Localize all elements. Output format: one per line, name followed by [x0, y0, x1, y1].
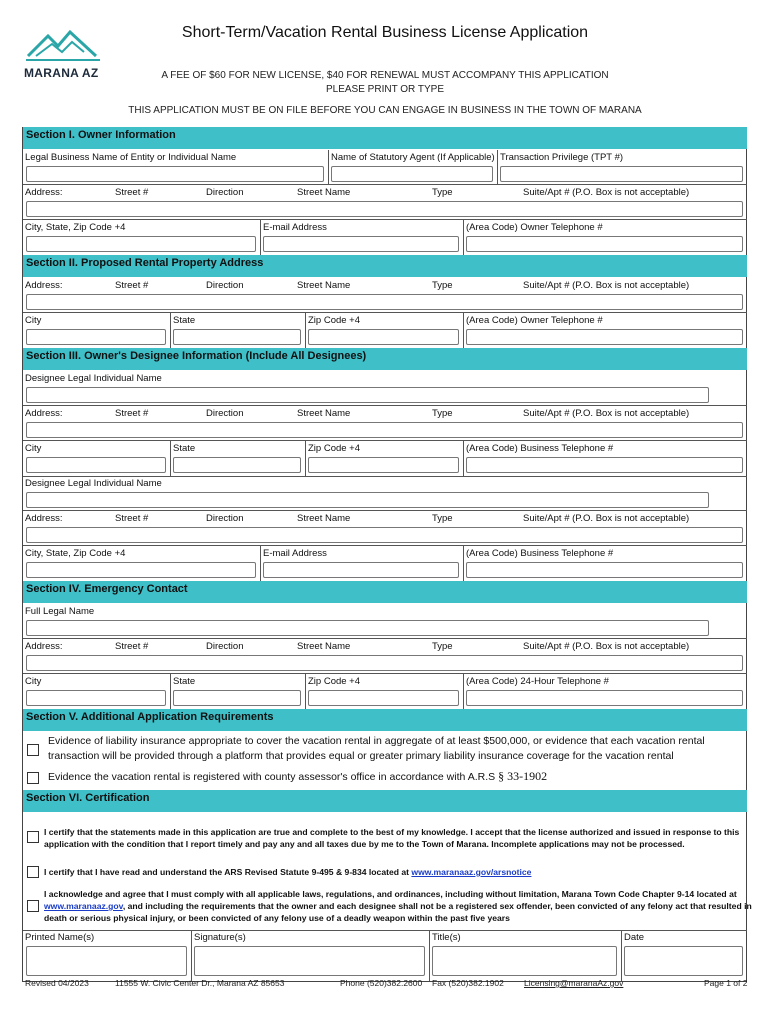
divider: [23, 184, 747, 185]
titles-field[interactable]: [432, 946, 617, 976]
property-state-field[interactable]: [173, 329, 301, 345]
designee2-email-field[interactable]: [263, 562, 459, 578]
type-label: Type: [432, 641, 453, 652]
ars-notice-checkbox[interactable]: [27, 866, 39, 878]
street-name-label: Street Name: [297, 280, 351, 291]
section-5-header: Section V. Additional Application Requirements: [23, 709, 747, 731]
agent-label: Name of Statutory Agent (If Applicable): [331, 152, 495, 163]
business-phone-label: (Area Code) Business Telephone #: [466, 443, 614, 454]
divider: [23, 673, 747, 674]
state-label: State: [173, 676, 196, 687]
owner-city-field[interactable]: [26, 236, 256, 252]
zip-label: Zip Code +4: [308, 443, 361, 454]
divider: [191, 930, 192, 981]
street-no-label: Street #: [115, 641, 149, 652]
printed-name-field[interactable]: [26, 946, 187, 976]
divider: [23, 405, 747, 406]
direction-label: Direction: [206, 513, 244, 524]
ars-notice-text: [44, 866, 531, 878]
ars-notice-link[interactable]: www.maranaaz.gov/arsnotice: [411, 867, 532, 877]
city-label: City: [25, 315, 42, 326]
divider: [621, 930, 622, 981]
owner-address-field[interactable]: [26, 201, 743, 217]
divider: [305, 440, 306, 476]
insurance-text-line1: Evidence of liability insurance appropriate to cover the vacation rental in aggregate of at least $500,000, or evidence that each vacation rental: [48, 735, 705, 747]
divider: [23, 312, 747, 313]
acknowledge-checkbox[interactable]: [27, 900, 39, 912]
divider: [463, 219, 464, 255]
divider: [170, 440, 171, 476]
form-title: Short-Term/Vacation Rental Business License Application: [181, 24, 589, 41]
statute-reference: § 33-1902: [495, 769, 548, 783]
street-no-label: Street #: [115, 280, 149, 291]
business-phone-label: (Area Code) Business Telephone #: [466, 548, 614, 559]
suite-label: Suite/Apt # (P.O. Box is not acceptable): [523, 408, 690, 419]
signature-label: Signature(s): [194, 932, 246, 943]
cert1-line2: application with the condition that I report timely and pay any and all taxes due by me to the Town of Marana. Incomplete applications may not be processed.: [44, 839, 685, 849]
emergency-zip-field[interactable]: [308, 690, 459, 706]
divider: [497, 150, 498, 184]
property-address-field[interactable]: [26, 294, 743, 310]
insurance-text-line2: transaction will be provided through a platform that provides equal or greater primary liability insurance coverage for the vacation rental: [48, 750, 674, 762]
certify-statements-text: [44, 826, 739, 850]
state-label: State: [173, 315, 196, 326]
address-label: Address:: [25, 187, 63, 198]
direction-label: Direction: [206, 280, 244, 291]
page-number: Page 1 of 2: [704, 978, 748, 988]
divider: [305, 312, 306, 348]
date-field[interactable]: [624, 946, 743, 976]
divider: [170, 673, 171, 709]
owner-phone-field[interactable]: [466, 236, 743, 252]
suite-label: Suite/Apt # (P.O. Box is not acceptable): [523, 513, 690, 524]
divider: [23, 510, 747, 511]
designee1-name-field[interactable]: [26, 387, 709, 403]
street-name-label: Street Name: [297, 513, 351, 524]
legal-name-field[interactable]: [26, 166, 324, 182]
cert2-text: I certify that I have read and understand the ARS Revised Statute 9-495 & 9-834 located at: [44, 867, 412, 877]
section-1-header: Section I. Owner Information: [23, 127, 747, 149]
designee1-state-field[interactable]: [173, 457, 301, 473]
section-4-header: Section IV. Emergency Contact: [23, 581, 747, 603]
designee2-phone-field[interactable]: [466, 562, 743, 578]
street-no-label: Street #: [115, 408, 149, 419]
designee-name-label: Designee Legal Individual Name: [25, 373, 162, 384]
divider: [23, 930, 747, 931]
address-label: Address:: [25, 280, 63, 291]
property-phone-field[interactable]: [466, 329, 743, 345]
print-notice: PLEASE PRINT OR TYPE: [325, 84, 444, 95]
certify-statements-checkbox[interactable]: [27, 831, 39, 843]
acknowledge-text: [44, 888, 752, 924]
mountain-logo-icon: [22, 22, 106, 66]
emergency-address-field[interactable]: [26, 655, 743, 671]
designee1-phone-field[interactable]: [466, 457, 743, 473]
section-6-header: Section VI. Certification: [23, 790, 747, 812]
suite-label: Suite/Apt # (P.O. Box is not acceptable): [523, 187, 690, 198]
town-code-link[interactable]: www.maranaaz.gov: [44, 901, 123, 911]
licensing-email-link[interactable]: Licensing@maranaAz.gov: [524, 978, 624, 988]
divider: [463, 673, 464, 709]
designee2-address-field[interactable]: [26, 527, 743, 543]
printed-name-label: Printed Name(s): [25, 932, 95, 943]
divider: [305, 673, 306, 709]
emergency-city-field[interactable]: [26, 690, 166, 706]
cert1-line1: I certify that the statements made in this application are true and complete to the best of my knowledge. I accept that the license authorized and issued in response to this: [44, 827, 740, 837]
signature-field[interactable]: [194, 946, 425, 976]
owner-phone-label: (Area Code) Owner Telephone #: [466, 222, 603, 233]
town-phone: Phone (520)382.2600: [340, 978, 423, 988]
divider: [23, 545, 747, 546]
assessor-checkbox[interactable]: [27, 772, 39, 784]
type-label: Type: [432, 408, 453, 419]
town-address: 11555 W. Civic Center Dr., Marana AZ 85653: [115, 978, 285, 988]
cert3-line3: death or serious physical injury, or been convicted of any felony use of a deadly weapon within the past five years: [44, 913, 510, 923]
direction-label: Direction: [206, 641, 244, 652]
divider: [170, 312, 171, 348]
zip-label: Zip Code +4: [308, 676, 361, 687]
cert3-line1: I acknowledge and agree that I must comply with all applicable laws, regulations, and ordinances, including without limitation, Marana Town Code Chapter 9-14 located at: [44, 889, 737, 899]
suite-label: Suite/Apt # (P.O. Box is not acceptable): [523, 641, 690, 652]
assessor-requirement: [48, 769, 547, 785]
street-no-label: Street #: [115, 187, 149, 198]
legal-name-label: Legal Business Name of Entity or Individual Name: [25, 152, 237, 163]
address-label: Address:: [25, 408, 63, 419]
city-state-zip-label: City, State, Zip Code +4: [25, 222, 126, 233]
emergency-state-field[interactable]: [173, 690, 301, 706]
logo-text: MARANA AZ: [24, 66, 99, 80]
email-label: E-mail Address: [263, 548, 327, 559]
street-name-label: Street Name: [297, 641, 351, 652]
cert3-line2: , and including the requirements that the owner and each designee shall not be a registered sex offender, been convicted of any felony act that resulted in: [122, 901, 752, 911]
owner-phone-label: (Area Code) Owner Telephone #: [466, 315, 603, 326]
email-label: E-mail Address: [263, 222, 327, 233]
full-name-label: Full Legal Name: [25, 606, 95, 617]
owner-email-field[interactable]: [263, 236, 459, 252]
type-label: Type: [432, 280, 453, 291]
city-label: City: [25, 676, 42, 687]
suite-label: Suite/Apt # (P.O. Box is not acceptable): [523, 280, 690, 291]
city-state-zip-label: City, State, Zip Code +4: [25, 548, 126, 559]
tpt-field[interactable]: [500, 166, 743, 182]
address-label: Address:: [25, 641, 63, 652]
direction-label: Direction: [206, 408, 244, 419]
designee1-city-field[interactable]: [26, 457, 166, 473]
revision-date: Revised 04/2023: [25, 978, 89, 988]
street-name-label: Street Name: [297, 408, 351, 419]
designee1-zip-field[interactable]: [308, 457, 459, 473]
designee2-name-field[interactable]: [26, 492, 709, 508]
town-fax: Fax (520)382.1902: [432, 978, 504, 988]
zip-label: Zip Code +4: [308, 315, 361, 326]
divider: [429, 930, 430, 981]
tpt-label: Transaction Privilege (TPT #): [500, 152, 624, 163]
designee2-city-field[interactable]: [26, 562, 256, 578]
emergency-phone-field[interactable]: [466, 690, 743, 706]
date-label: Date: [624, 932, 645, 943]
address-label: Address:: [25, 513, 63, 524]
assessor-text: Evidence the vacation rental is registered with county assessor's office in accordance with A.R.S: [48, 771, 496, 783]
designee-name-label: Designee Legal Individual Name: [25, 478, 162, 489]
divider: [463, 545, 464, 581]
divider: [328, 150, 329, 184]
property-city-field[interactable]: [26, 329, 166, 345]
state-label: State: [173, 443, 196, 454]
titles-label: Title(s): [432, 932, 461, 943]
emergency-name-field[interactable]: [26, 620, 709, 636]
type-label: Type: [432, 187, 453, 198]
divider: [23, 638, 747, 639]
type-label: Type: [432, 513, 453, 524]
fee-notice: A FEE OF $60 FOR NEW LICENSE, $40 FOR RENEWAL MUST ACCOMPANY THIS APPLICATION: [161, 70, 609, 81]
divider: [463, 440, 464, 476]
24hr-phone-label: (Area Code) 24-Hour Telephone #: [466, 676, 609, 687]
agent-field[interactable]: [331, 166, 493, 182]
divider: [463, 312, 464, 348]
direction-label: Direction: [206, 187, 244, 198]
insurance-requirement: [48, 734, 705, 764]
divider: [23, 219, 747, 220]
insurance-checkbox[interactable]: [27, 744, 39, 756]
section-2-header: Section II. Proposed Rental Property Address: [23, 255, 747, 277]
file-notice: THIS APPLICATION MUST BE ON FILE BEFORE YOU CAN ENGAGE IN BUSINESS IN THE TOWN OF MARANA: [128, 105, 642, 116]
divider: [260, 545, 261, 581]
divider: [260, 219, 261, 255]
city-label: City: [25, 443, 42, 454]
property-zip-field[interactable]: [308, 329, 459, 345]
street-name-label: Street Name: [297, 187, 351, 198]
street-no-label: Street #: [115, 513, 149, 524]
section-3-header: Section III. Owner's Designee Information (Include All Designees): [23, 348, 747, 370]
divider: [23, 440, 747, 441]
divider: [23, 476, 747, 477]
designee1-address-field[interactable]: [26, 422, 743, 438]
